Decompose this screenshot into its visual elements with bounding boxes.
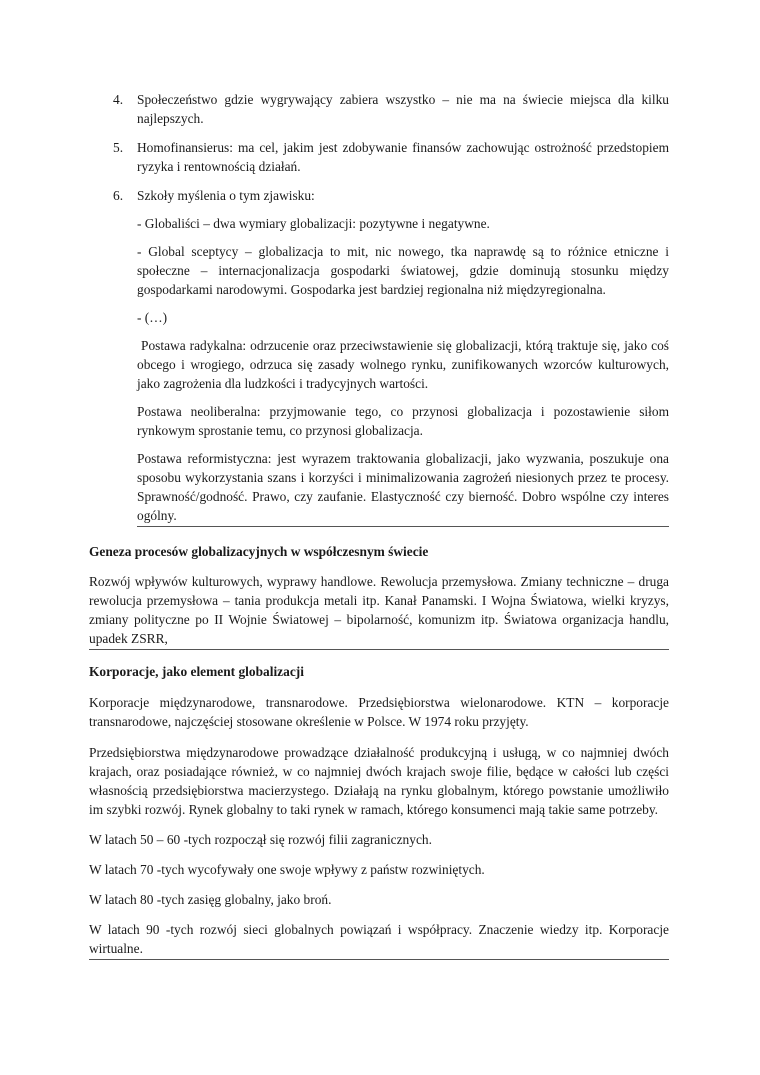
sceptics-paragraph: - Global sceptycy – globalizacja to mit, nic nowego, tka naprawdę są to różnice etniczne i społeczne – internacjonalizacja gospodarki światowej, gdzie dominują stosunku między gospodarkami narodowymi. Gospodarka jest bardziej regionalna niż międzyregionalna.: [137, 244, 669, 297]
radical-paragraph: Postawa radykalna: odrzucenie oraz przeciwstawienie się globalizacji, którą traktuje się, jako coś obcego i wrogiego, odrzuca się zasady wolnego rynku, zunifikowanych wzorców kulturowych, jako zagrożenia dla ludzkości i tradycyjnych wartości.: [137, 338, 673, 391]
corporations-paragraph: Przedsiębiorstwa międzynarodowe prowadzące działalność produkcyjną i usługą, w co najmniej dwóch krajach, oraz posiadające również, w co najmniej dwóch krajach swoje filie, będące w całości lub części własnością przedsiębiorstwa macierzystego. Działają na rynku globalnym, którego powstanie umożliwiło im szybki rozwój. Rynek globalny to taki rynek w ramach, którego konsumenci mają takie same potrzeby.: [89, 745, 669, 817]
section-heading-corporations: Korporacje, jako element globalizacji: [89, 664, 304, 679]
list-text: Społeczeństwo gdzie wygrywający zabiera wszystko – nie ma na świecie miejsca dla kilku najlepszych.: [137, 92, 669, 126]
list-number: 5.: [113, 140, 124, 155]
list-number: 4.: [113, 92, 124, 107]
corporations-paragraph: W latach 90 -tych rozwój sieci globalnych powiązań i współpracy. Znaczenie wiedzy itp. Korporacje wirtualne.: [89, 920, 669, 960]
document-page: [89, 90, 673, 960]
list-item-4: [89, 90, 669, 128]
genesis-paragraph: Rozwój wpływów kulturowych, wyprawy handlowe. Rewolucja przemysłowa. Zmiany techniczne – druga rewolucja przemysłowa – tania produkcja metali itp. Kanał Panamski. I Wojna Światowa, wielki kryzys, zmiany polityczne po II Wojnie Światowej – bipolarność, komunizm itp. Światowa organizacja handlu, upadek ZSRR,: [89, 572, 669, 650]
corporations-paragraph: W latach 80 -tych zasięg globalny, jako broń.: [89, 892, 332, 907]
list-item-5: [89, 138, 669, 176]
schools-block: [89, 214, 673, 527]
neoliberal-paragraph: Postawa neoliberalna: przyjmowanie tego, co przynosi globalizacja i pozostawienie siłom rynkowym sprostanie temu, co przynosi globalizacja.: [137, 404, 669, 438]
section-heading-genesis: Geneza procesów globalizacyjnych w współczesnym świecie: [89, 544, 429, 559]
corporations-paragraph: W latach 70 -tych wycofywały one swoje wpływy z państw rozwiniętych.: [89, 862, 485, 877]
globalists-paragraph: - Globaliści – dwa wymiary globalizacji: pozytywne i negatywne.: [137, 216, 490, 231]
list-item-6: [89, 186, 669, 205]
list-number: 6.: [113, 188, 124, 203]
corporations-paragraph: Korporacje międzynarodowe, transnarodowe. Przedsiębiorstwa wielonarodowe. KTN – korporacje transnarodowe, najczęściej stosowane określenie w Polsce. W 1974 roku przyjęty.: [89, 695, 669, 729]
list-text: Szkoły myślenia o tym zjawisku:: [137, 188, 315, 203]
reformist-paragraph: Postawa reformistyczna: jest wyrazem traktowania globalizacji, jako wyzwania, poszukuje ona sposobu wykorzystania szans i korzyści i minimalizowania zagrożeń niesionych przez te procesy. Sprawność/godność. Prawo, czy zaufanie. Elastyczność czy bierność. Dobro wspólne czy interes ogólny.: [137, 449, 669, 527]
list-text: Homofinansierus: ma cel, jakim jest zdobywanie finansów zachowując ostrożność przedstopiem ryzyka i rentownością działań.: [137, 140, 669, 174]
corporations-paragraph: W latach 50 – 60 -tych rozpoczął się rozwój filii zagranicznych.: [89, 832, 432, 847]
ellipsis-paragraph: - (…): [137, 310, 168, 325]
